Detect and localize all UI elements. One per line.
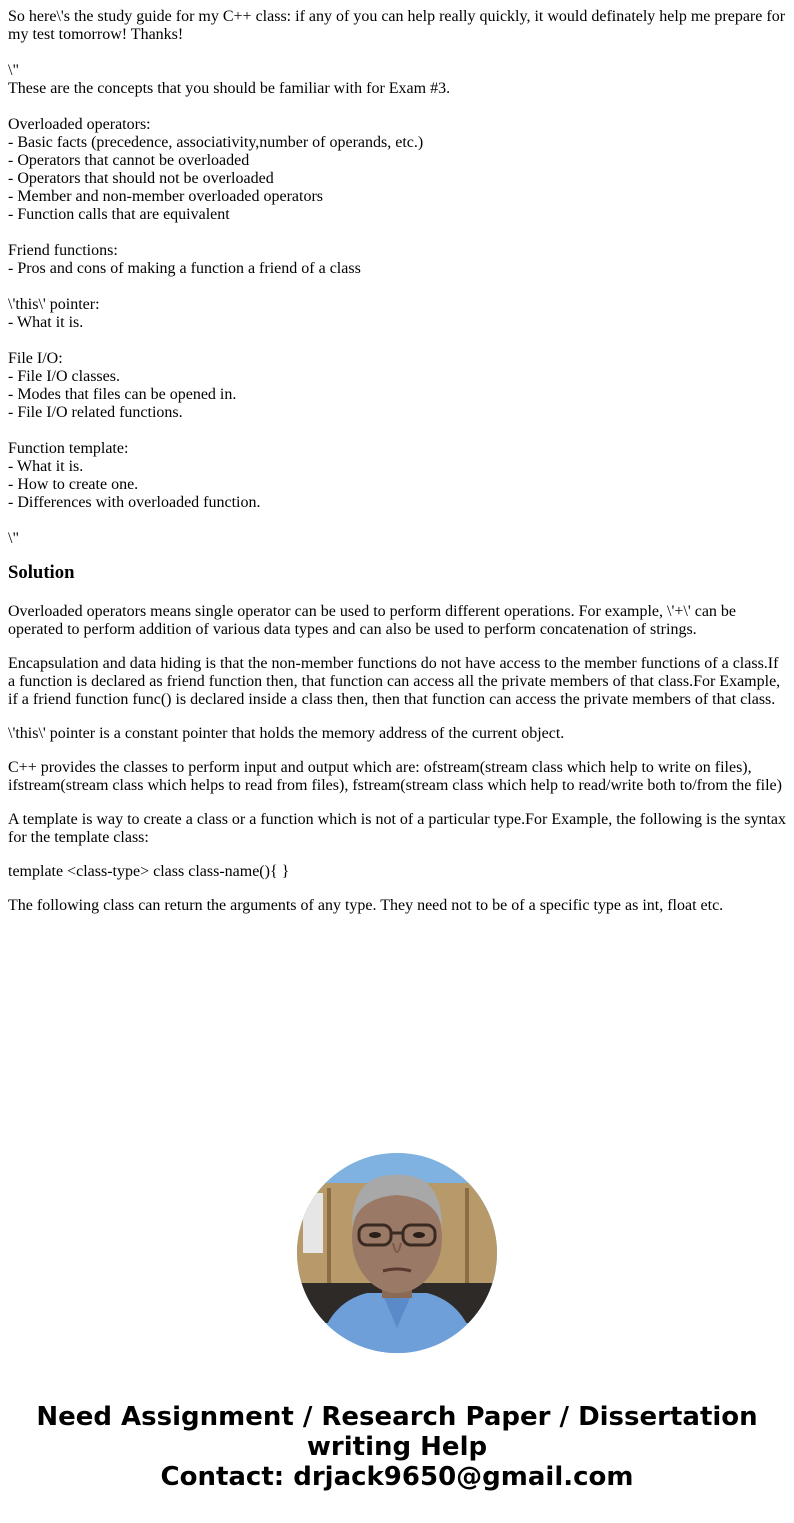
answer-template-note: The following class can return the arguments of any type. They need not to be of a specific type as int, float etc. [8, 897, 724, 914]
list-item: - How to create one. [8, 476, 139, 493]
answer-overloaded-operators: Overloaded operators means single operator can be used to perform different operations. For example, \'+\' can be operated to perform addition of various data types and can also be used to perform concatenation of strings. [8, 603, 737, 638]
answer-this-pointer: \'this\' pointer is a constant pointer that holds the memory address of the current object. [8, 725, 565, 742]
list-item: - File I/O classes. [8, 368, 120, 385]
section-friend-functions [8, 242, 788, 278]
section-overloaded-operators [8, 116, 788, 224]
solution-body [8, 603, 788, 931]
list-item: - Pros and cons of making a function a friend of a class [8, 260, 361, 277]
lead-text: These are the concepts that you should be familiar with for Exam #3. [8, 80, 451, 97]
question-intro [8, 8, 788, 44]
section-heading: \'this\' pointer: [8, 296, 100, 313]
concepts-header [8, 62, 788, 98]
list-item: - What it is. [8, 458, 84, 475]
list-item: - Function calls that are equivalent [8, 206, 230, 223]
list-item: - Operators that should not be overloaded [8, 170, 274, 187]
template-syntax: template <class-type> class class-name(){ } [8, 863, 290, 880]
promo-contact: Contact: drjack9650@gmail.com [160, 1462, 634, 1492]
section-file-io [8, 350, 788, 422]
close-quote: \" [8, 530, 19, 547]
section-heading: Function template: [8, 440, 129, 457]
open-quote: \" [8, 62, 19, 79]
list-item: - Basic facts (precedence, associativity,number of operands, etc.) [8, 134, 424, 151]
solution-heading: Solution [8, 562, 75, 583]
promo-line-2: writing Help [306, 1432, 488, 1462]
list-item: - Modes that files can be opened in. [8, 386, 237, 403]
portrait-photo-icon [297, 1153, 497, 1353]
list-item: - What it is. [8, 314, 84, 331]
list-item: - File I/O related functions. [8, 404, 183, 421]
section-heading: Friend functions: [8, 242, 118, 259]
list-item: - Differences with overloaded function. [8, 494, 261, 511]
avatar [297, 1153, 497, 1353]
section-heading: File I/O: [8, 350, 63, 367]
list-item: - Operators that cannot be overloaded [8, 152, 250, 169]
intro-text: So here\'s the study guide for my C++ class: if any of you can help really quickly, it would definately help me prepare for my test tomorrow! Thanks! [8, 8, 790, 43]
answer-friend-functions: Encapsulation and data hiding is that the non-member functions do not have access to the member functions of a class.If a function is declared as friend function then, that function can access all the private members of that class.For Example, if a friend function func() is declared inside a class then, then that function can access the private members of that class. [8, 655, 781, 708]
answer-template: A template is way to create a class or a function which is not of a particular type.For Example, the following is the syntax for the template class: [8, 811, 787, 846]
answer-file-io: C++ provides the classes to perform input and output which are: ofstream(stream class which help to write on files), ifstream(stream class which helps to read from files), fstream(stream class which help to read/write both to/from the file) [8, 759, 782, 794]
section-this-pointer [8, 296, 788, 332]
promo-line-1: Need Assignment / Research Paper / Dissertation [36, 1402, 758, 1432]
list-item: - Member and non-member overloaded operators [8, 188, 323, 205]
close-quote-block [8, 530, 788, 548]
promo-banner [0, 1402, 794, 1492]
question-body [8, 8, 788, 566]
section-heading: Overloaded operators: [8, 116, 151, 133]
section-function-template [8, 440, 788, 512]
